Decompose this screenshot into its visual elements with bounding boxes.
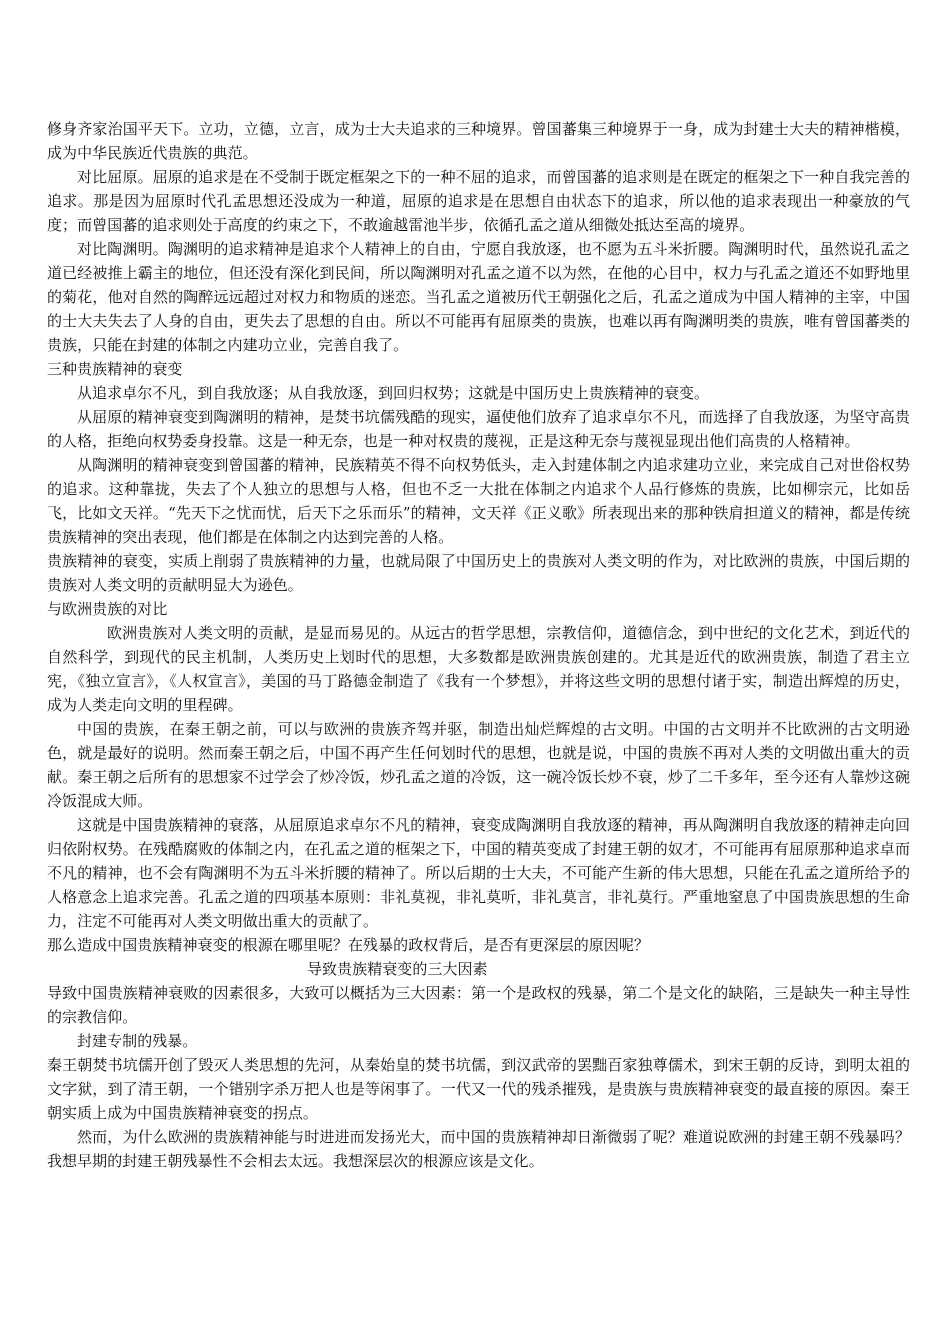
paragraph-decline-effect: 贵族精神的衰变，实质上削弱了贵族精神的力量，也就局限了中国历史上的贵族对人类文明的作为，对比欧洲的贵族，中国后期的贵族对人类文明的贡献明显大为逊色。 bbox=[47, 552, 910, 594]
paragraph-why-europe: 然而，为什么欧洲的贵族精神能与时进进而发扬光大，而中国的贵族精神却日渐微弱了呢？难道说欧洲的封建王朝不残暴吗？我想早期的封建王朝残暴性不会相去太远。我想深层次的根源应该是文化。 bbox=[47, 1128, 910, 1170]
paragraph-qin-tyranny: 秦王朝焚书坑儒开创了毁灭人类思想的先河，从秦始皇的焚书坑儒，到汉武帝的罢黜百家独尊儒术，到宋王朝的反诗，到明太祖的文字狱，到了清王朝，一个错别字杀万把人也是等闲事了。一代又一代的残杀摧残，是贵族与贵族精神衰变的最直接的原因。秦王朝实质上成为中国贵族精神衰变的拐点。 bbox=[47, 1056, 910, 1122]
paragraph-europe-contribution: 欧洲贵族对人类文明的贡献，是显而易见的。从远古的哲学思想，宗教信仰，道德信念，到中世纪的文化艺术，到近代的自然科学，到现代的民主机制，人类历史上划时代的思想，大多数都是欧洲贵族创建的。尤其是近代的欧洲贵族，制造了君主立宪，《独立宣言》，《人权宣言》，美国的马丁路德金制造了《我有一个梦想》，并将这些文明的思想付诸于实，制造出辉煌的历史，成为人类走向文明的里程碑。 bbox=[47, 624, 910, 714]
paragraph-root-question: 那么造成中国贵族精神衰变的根源在哪里呢？在残暴的政权背后，是否有更深层的原因呢？ bbox=[47, 936, 650, 954]
section-heading-three-factors: 导致贵族精衰变的三大因素 bbox=[307, 960, 488, 978]
paragraph-compare-taoyuanming: 对比陶渊明。陶渊明的追求精神是追求个人精神上的自由，宁愿自我放逐，也不愿为五斗米折腰。陶渊明时代，虽然说孔孟之道已经被推上霸主的地位，但还没有深化到民间，所以陶渊明对孔孟之道不以为然，在他的心目中，权力与孔孟之道还不如野地里的菊花，他对自然的陶醉远远超过对权力和物质的迷恋。当孔孟之道被历代王朝强化之后，孔孟之道成为中国人精神的主宰，中国的士大夫失去了人身的自由，更失去了思想的自由。所以不可能再有屈原类的贵族，也难以再有陶渊明类的贵族，唯有曾国蕃类的贵族，只能在封建的体制之内建功立业，完善自我了。 bbox=[47, 240, 910, 354]
paragraph-china-before-qin: 中国的贵族，在秦王朝之前，可以与欧洲的贵族齐驾并驱，制造出灿烂辉煌的古文明。中国的古文明并不比欧洲的古文明逊色，就是最好的说明。然而秦王朝之后，中国不再产生任何划时代的思想，也就是说，中国的贵族不再对人类的文明做出重大的贡献。秦王朝之后所有的思想家不过学会了炒冷饭，炒孔孟之道的冷饭，这一碗冷饭长炒不衰，炒了二千多年，至今还有人靠炒这碗冷饭混成大师。 bbox=[47, 720, 910, 810]
subheading-feudal-tyranny: 封建专制的残暴。 bbox=[77, 1032, 198, 1050]
paragraph-decline-summary: 从追求卓尔不凡，到自我放逐；从自我放逐，到回归权势；这就是中国历史上贵族精神的衰变。 bbox=[77, 384, 710, 402]
paragraph-three-factors: 导致中国贵族精神衰败的因素很多，大致可以概括为三大因素：第一个是政权的残暴，第二个是文化的缺陷，三是缺失一种主导性的宗教信仰。 bbox=[47, 984, 910, 1026]
paragraph-quyuan-to-tao: 从屈原的精神衰变到陶渊明的精神，是焚书坑儒残酷的现实，逼使他们放弃了追求卓尔不凡，而选择了自我放逐，为坚守高贵的人格，拒绝向权势委身投靠。这是一种无奈，也是一种对权贵的蔑视，正是这种无奈与蔑视显现出他们高贵的人格精神。 bbox=[47, 408, 910, 450]
section-heading-decline: 三种贵族精神的衰变 bbox=[47, 360, 183, 378]
paragraph-intro: 修身齐家治国平天下。立功，立德，立言，成为士大夫追求的三种境界。曾国蕃集三种境界于一身，成为封建士大夫的精神楷模，成为中华民族近代贵族的典范。 bbox=[47, 120, 910, 162]
paragraph-decline-of-spirit: 这就是中国贵族精神的衰落，从屈原追求卓尔不凡的精神，衰变成陶渊明自我放逐的精神，再从陶渊明自我放逐的精神走向回归依附权势。在残酷腐败的体制之内，在孔孟之道的框架之下，中国的精英变成了封建王朝的奴才，不可能再有屈原那种追求卓而不凡的精神，也不会有陶渊明不为五斗米折腰的精神了。所以后期的士大夫，不可能产生新的伟大思想，只能在孔孟之道所给予的人格意念上追求完善。孔孟之道的四项基本原则：非礼莫视，非礼莫听，非礼莫言，非礼莫行。严重地窒息了中国贵族思想的生命力，注定不可能再对人类文明做出重大的贡献了。 bbox=[47, 816, 910, 930]
paragraph-tao-to-zeng: 从陶渊明的精神衰变到曾国蕃的精神，民族精英不得不向权势低头，走入封建体制之内追求建功立业，来完成自己对世俗权势的追求。这种靠拢，失去了个人独立的思想与人格，但也不乏一大批在体制之内追求个人品行修炼的贵族，比如柳宗元，比如岳飞，比如文天祥。“先天下之忧而忧，后天下之乐而乐”的精神，文天祥《正义歌》所表现出来的那种铁肩担道义的精神，都是传统贵族精神的突出表现，他们都是在体制之内达到完善的人格。 bbox=[47, 456, 910, 546]
paragraph-compare-quyuan: 对比屈原。屈原的追求是在不受制于既定框架之下的一种不屈的追求，而曾国蕃的追求则是在既定的框架之下一种自我完善的追求。那是因为屈原时代孔孟思想还没成为一种道，屈原的追求是在思想自由状态下的追求，所以他的追求表现出一种豪放的气度；而曾国蕃的追求则处于高度的约束之下，不敢逾越雷池半步，依循孔孟之道从细微处抵达至高的境界。 bbox=[47, 168, 910, 234]
section-heading-europe: 与欧洲贵族的对比 bbox=[47, 600, 168, 618]
